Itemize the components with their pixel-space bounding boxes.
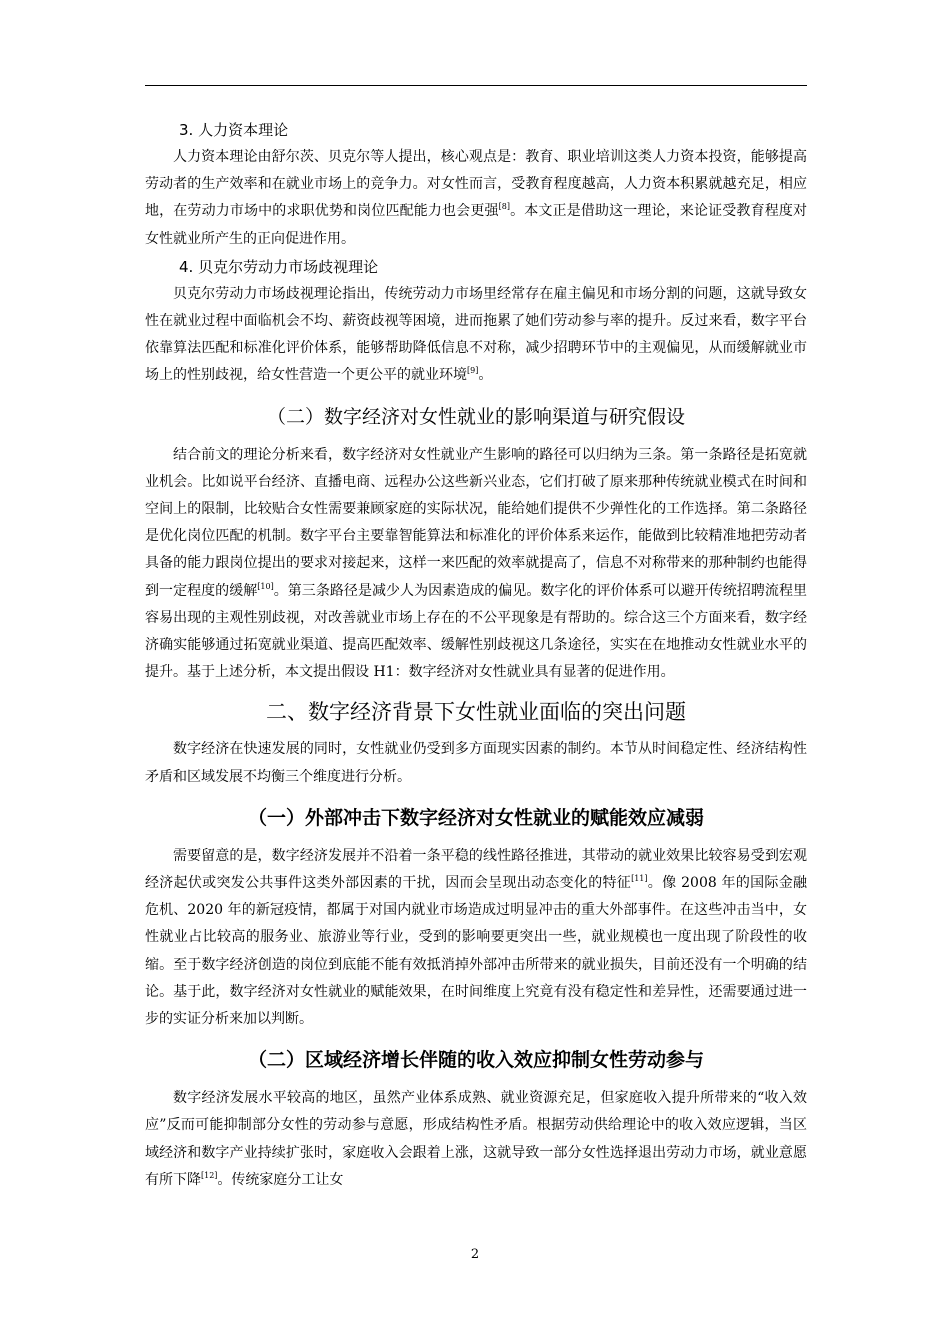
paragraph-discrimination: 贝克尔劳动力市场歧视理论指出，传统劳动力市场里经常存在雇主偏见和市场分割的问题，这就导致女性在就业过程中面临机会不均、薪资歧视等困境，进而拖累了她们劳动参与率的提升。反过来看，数字平台依靠算法匹配和标准化评价体系，能够帮助降低信息不对称，减少招聘环节中的主观偏见，从而缓解就业市场上的性别歧视，给女性营造一个更公平的就业环境[9]。 bbox=[145, 285, 807, 384]
paragraph-external-shock: 需要留意的是，数字经济发展并不沿着一条平稳的线性路径推进，其带动的就业效果比较容易受到宏观经济起伏或突发公共事件这类外部因素的干扰，因而会呈现出动态变化的特征[11]。像 2008 年的国际金融危机、2020 年的新冠疫情，都属于对国内就业市场造成过明显冲击的重大外部事件。在这些冲击当中，女性就业占比较高的服务业、旅游业等行业，受到的影响要更突出一些，就业规模也一度出现了阶段性的收缩。至于数字经济创造的岗位到底能不能有效抵消掉外部冲击所带来的就业损失，目前还没有一个明确的结论。基于此，数字经济对女性就业的赋能效果，在时间维度上究竟有没有稳定性和差异性，还需要通过进一步的实证分析来加以判断。 bbox=[145, 847, 808, 1028]
section-heading-discrimination: 4. 贝克尔劳动力市场歧视理论 bbox=[179, 257, 379, 276]
citation: [8] bbox=[498, 202, 510, 212]
citation: [11] bbox=[631, 874, 648, 884]
paragraph-human-capital: 人力资本理论由舒尔茨、贝克尔等人提出，核心观点是：教育、职业培训这类人力资本投资，能够提高劳动者的生产效率和在就业市场上的竞争力。对女性而言，受教育程度越高，人力资本积累就越充足，相应地，在劳动力市场中的求职优势和岗位匹配能力也会更强[8]。本文正是借助这一理论，来论证受教育程度对女性就业所产生的正向促进作用。 bbox=[145, 149, 808, 247]
chapter-heading: 二、数字经济背景下女性就业面临的突出问题 bbox=[266, 700, 686, 725]
header-rule bbox=[145, 85, 807, 86]
paragraph-channels: 结合前文的理论分析来看，数字经济对女性就业产生影响的路径可以归纳为三条。第一条路径是拓宽就业机会。比如说平台经济、直播电商、远程办公这些新兴业态，它们打破了原来那种传统就业模式在时间和空间上的限制，比较贴合女性需要兼顾家庭的实际状况，能给她们提供不少弹性化的工作选择。第二条路径是优化岗位匹配的机制。数字平台主要靠智能算法和标准化的评价体系来运作，能做到比较精准地把劳动者具备的能力跟岗位提出的要求对接起来，这样一来匹配的效率就提高了，信息不对称带来的那种制约也能得到一定程度的缓解[10]。第三条路径是减少人为因素造成的偏见。数字化的评价体系可以避开传统招聘流程里容易出现的主观性别歧视，对改善就业市场上存在的不公平现象是有帮助的。综合这三个方面来看，数字经济确实能够通过拓宽就业渠道、提高匹配效率、缓解性别歧视这几条途径，实实在在地推动女性就业水平的提升。基于上述分析，本文提出假设 H1：数字经济对女性就业具有显著的促进作用。 bbox=[145, 446, 808, 681]
subsection-heading-income-effect: （二）区域经济增长伴随的收入效应抑制女性劳动参与 bbox=[247, 1049, 704, 1072]
paragraph-income-effect: 数字经济发展水平较高的地区，虽然产业体系成熟、就业资源充足，但家庭收入提升所带来的“收入效应”反而可能抑制部分女性的劳动参与意愿，形成结构性矛盾。根据劳动供给理论中的收入效应逻辑，当区域经济和数字产业持续扩张时，家庭收入会跟着上涨，这就导致一部分女性选择退出劳动力市场，就业意愿有所下降[12]。传统家庭分工让女 bbox=[145, 1090, 807, 1188]
citation: [9] bbox=[467, 366, 479, 376]
paragraph-chapter-intro: 数字经济在快速发展的同时，女性就业仍受到多方面现实因素的制约。本节从时间稳定性、经济结构性矛盾和区域发展不均衡三个维度进行分析。 bbox=[145, 741, 807, 785]
subsection-heading-external-shock: （一）外部冲击下数字经济对女性就业的赋能效应减弱 bbox=[247, 806, 704, 829]
document-body bbox=[145, 116, 807, 1194]
section-heading-human-capital: 3. 人力资本理论 bbox=[179, 121, 289, 139]
page-number: 2 bbox=[470, 1247, 480, 1262]
citation: [10] bbox=[257, 581, 274, 591]
subsection-heading-channels: （二）数字经济对女性就业的影响渠道与研究假设 bbox=[266, 405, 685, 428]
citation: [12] bbox=[201, 1170, 218, 1180]
